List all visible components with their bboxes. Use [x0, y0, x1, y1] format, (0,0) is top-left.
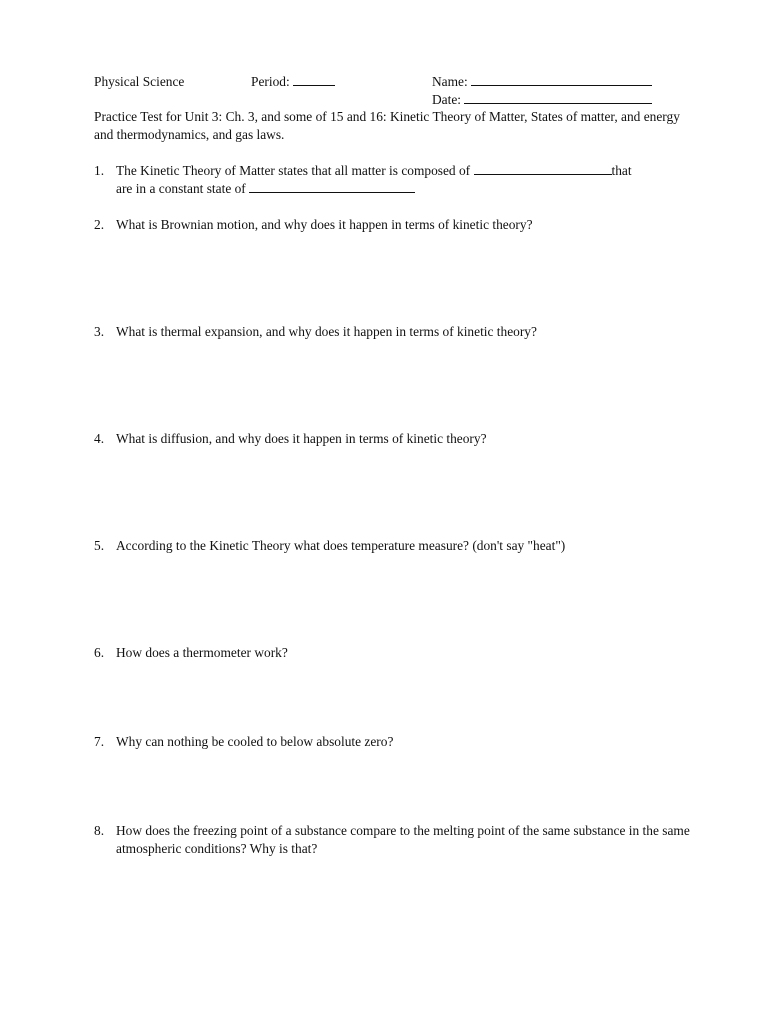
question-number: 6. [94, 645, 105, 660]
test-description: Practice Test for Unit 3: Ch. 3, and some of 15 and 16: Kinetic Theory of Matter, States of matter, and energy and thermodynamics, and gas laws. [94, 109, 680, 142]
question-1-text-tail: that [611, 163, 632, 178]
question-number: 1. [94, 163, 105, 178]
question-1-blank-1[interactable] [474, 162, 612, 175]
question-text: What is thermal expansion, and why does it happen in terms of kinetic theory? [116, 324, 537, 339]
question-text: What is diffusion, and why does it happen in terms of kinetic theory? [116, 431, 487, 446]
question-text: What is Brownian motion, and why does it happen in terms of kinetic theory? [116, 217, 533, 232]
name-label: Name: [432, 74, 468, 89]
name-field [432, 73, 652, 91]
question-number: 8. [94, 823, 105, 838]
question-text: How does the freezing point of a substance compare to the melting point of the same substance in the same atmospheric conditions? Why is that? [116, 823, 690, 856]
question-number: 3. [94, 324, 105, 339]
question-number: 4. [94, 431, 105, 446]
period-label: Period: [251, 74, 290, 89]
question-1-text-line2: are in a constant state of [116, 181, 246, 196]
date-field [432, 91, 652, 109]
date-label: Date: [432, 92, 461, 107]
subject-title: Physical Science [94, 74, 185, 89]
question-text: How does a thermometer work? [116, 645, 288, 660]
question-1-blank-2[interactable] [249, 180, 415, 193]
question-number: 2. [94, 217, 105, 232]
period-field [251, 73, 335, 91]
question-number: 7. [94, 734, 105, 749]
question-1-text: The Kinetic Theory of Matter states that all matter is composed of [116, 163, 471, 178]
question-number: 5. [94, 538, 105, 553]
question-text: Why can nothing be cooled to below absolute zero? [116, 734, 394, 749]
period-blank[interactable] [293, 73, 335, 86]
question-text: According to the Kinetic Theory what does temperature measure? (don't say "heat") [116, 538, 566, 553]
date-blank[interactable] [464, 91, 652, 104]
name-blank[interactable] [471, 73, 652, 86]
